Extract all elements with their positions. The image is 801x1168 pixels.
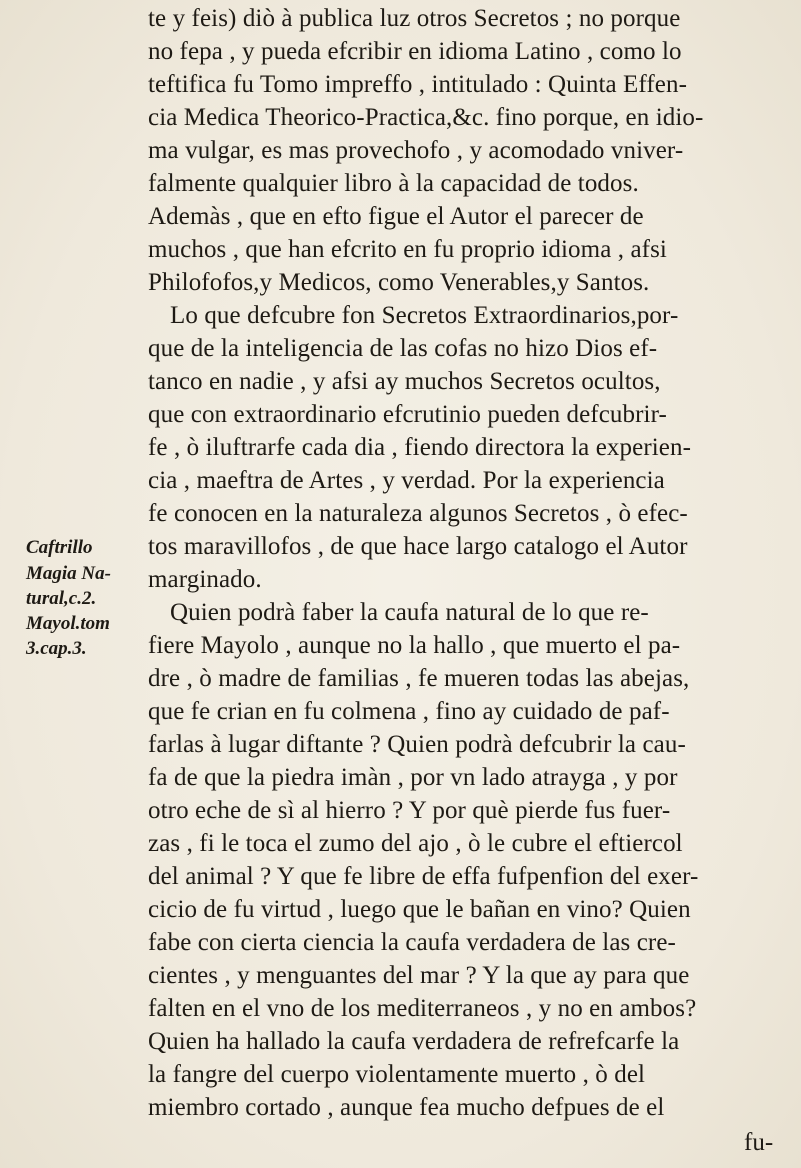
catchword: fu- [744,1129,774,1156]
margin-note-line: Mayol.tom [26,613,110,634]
margin-note-line: Caftrillo [26,537,93,558]
text-line: Philofofos,y Medicos, como Venerables,y Santos. [148,269,650,296]
text-line: Quien ha hallado la caufa verdadera de refrefcarfe la [148,1028,680,1055]
text-line: otro eche de sì al hierro ? Y por què pierde fus fuer- [148,797,671,824]
margin-note-line: tural,c.2. [26,588,97,609]
text-line: muchos , que han efcrito en fu proprio idioma , afsi [148,236,667,263]
text-line: tanco en nadie , y afsi ay muchos Secretos ocultos, [148,368,661,395]
text-line: que de la inteligencia de las cofas no hizo Dios ef- [148,335,658,362]
text-line: cientes , y menguantes del mar ? Y la que ay para que [148,962,690,989]
text-line: zas , fi le toca el zumo del ajo , ò le cubre el eftiercol [148,830,683,857]
text-line: del animal ? Y que fe libre de effa fufpenfion del exer- [148,863,699,890]
text-line: farlas à lugar diftante ? Quien podrà defcubrir la cau- [148,731,686,758]
text-line: que fe crian en fu colmena , fino ay cuidado de paf- [148,698,670,725]
text-line: Ademàs , que en efto figue el Autor el parecer de [148,203,644,230]
text-line: falmente qualquier libro à la capacidad de todos. [148,170,639,197]
text-line: cicio de fu virtud , luego que le bañan en vino? Quien [148,896,691,923]
text-line: falten en el vno de los mediterraneos , y no en ambos? [148,995,697,1022]
margin-note-line: 3.cap.3. [26,638,87,659]
text-line: Quien podrà faber la caufa natural de lo que re- [170,599,649,626]
text-line: cia , maeftra de Artes , y verdad. Por la experiencia [148,467,665,494]
text-line: cia Medica Theorico-Practica,&c. fino porque, en idio- [148,104,704,131]
text-line: fe , ò iluftrarfe cada dia , fiendo directora la experien- [148,434,692,461]
text-line: marginado. [148,566,262,593]
margin-note-line: Magia Na- [26,563,111,584]
text-line: miembro cortado , aunque fea mucho defpues de el [148,1094,665,1121]
text-line: Lo que defcubre fon Secretos Extraordinarios,por- [170,302,679,329]
text-line: fe conocen en la naturaleza algunos Secretos , ò efec- [148,500,688,527]
text-line: la fangre del cuerpo violentamente muerto , ò del [148,1061,646,1088]
text-line: fabe con cierta ciencia la caufa verdadera de las cre- [148,929,676,956]
text-line: que con extraordinario efcrutinio pueden defcubrir- [148,401,667,428]
text-line: te y feis) diò à publica luz otros Secretos ; no porque [148,5,681,32]
text-line: ma vulgar, es mas provechofo , y acomodado vniver- [148,137,684,164]
text-line: fiere Mayolo , aunque no la hallo , que muerto el pa- [148,632,681,659]
text-line: no fepa , y pueda efcribir en idioma Latino , como lo [148,38,682,65]
text-line: teftifica fu Tomo impreffo , intitulado : Quinta Effen- [148,71,688,98]
text-line: dre , ò madre de familias , fe mueren todas las abejas, [148,665,690,692]
text-line: tos maravillofos , de que hace largo catalogo el Autor [148,533,688,560]
text-line: fa de que la piedra imàn , por vn lado atrayga , y por [148,764,678,791]
